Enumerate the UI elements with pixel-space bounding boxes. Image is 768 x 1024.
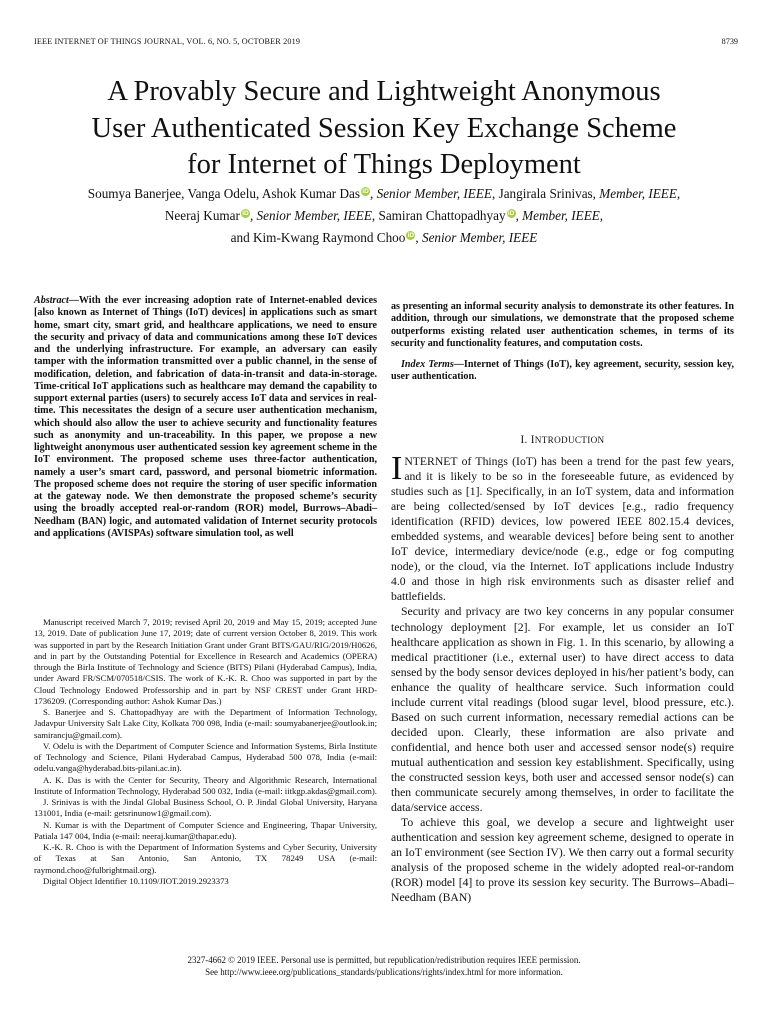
- footnote-affiliation: K.-K. R. Choo is with the Department of Information Systems and Cyber Security, University of Texas at San Antonio, San Antonio, TX 78249 USA (e-mail: raymond.choo@fulbrightmail.org).: [34, 842, 377, 875]
- footnote-affiliation: S. Banerjee and S. Chattopadhyay are with the Department of Information Technology, Jadavpur University Salt Lake City, Kolkata 700 098, India (e-mail: soumyabanerjee@outlook.in; samirancju@gmail.com).: [34, 707, 377, 740]
- abstract-text: —With the ever increasing adoption rate of Internet-enabled devices [also known as Internet of Things (IoT) devices] in applications such as smart home, smart city, smart grid, and healthcare applications, we need to ensure the security and privacy of data and communications among these IoT devices and the underlying infrastructure. For example, an adversary can easily tamper with the information transmitted over a public channel, in the sense of modification, deletion, and fabrication of data-in-transit and data-in-storage. Time-critical IoT applications such as healthcare may demand the capability to support external parties (users) to securely access IoT data and services in real-time. This necessitates the design of a secure user authentication mechanism, which should also allow the user to achieve security and functionality features such as anonymity and un-traceability. In this paper, we propose a new lightweight anonymous user authenticated session key agreement scheme in the IoT environment. The proposed scheme uses three-factor authentication, namely a user’s smart card, password, and personal biometric information. The proposed scheme does not require the storing of user specific information at the gateway node. We then demonstrate the proposed scheme’s security using the broadly accepted real-or-random (ROR) model, Burrows–Abadi–Needham (BAN) logic, and automated validation of Internet security protocols and applications (AVISPAs) software simulation tool, as well: [34, 295, 377, 539]
- running-header-journal: IEEE INTERNET OF THINGS JOURNAL, VOL. 6, NO. 5, OCTOBER 2019: [34, 37, 301, 46]
- copyright-footer: [20, 955, 748, 978]
- body-paragraph: INTERNET of Things (IoT) has been a trend for the past few years, and it is likely to be so in the foreseeable future, as evidenced by studies such as [1]. Specifically, in an IoT system, data and information are being collected/sensed by IoT devices [e.g., radio frequency identification (RFID) devices, low powered IEEE 802.15.4 devices, embedded systems, and wearable devices] before being sent to another IoT device, intermediary device/node (e.g., edge or fog computing node), or the cloud, via the Internet. IoT applications include Industry 4.0 and those in high risk environments such as disaster relief and battlefields.: [391, 450, 734, 604]
- orcid-icon[interactable]: iD: [242, 209, 249, 217]
- footnote-doi[interactable]: Digital Object Identifier 10.1109/JIOT.2019.2923373: [43, 875, 229, 886]
- abstract: [34, 295, 377, 540]
- author-list: [20, 183, 748, 248]
- page-number: 8739: [721, 37, 738, 46]
- footnote-manuscript: Manuscript received March 7, 2019; revised April 20, 2019 and May 15, 2019; accepted June 13, 2019. Date of publication June 17, 2019; date of current version October 8, 2019. This work was supported in part by the Research Initiation Grant under Grant BITS/GAU/RIG/2019/H0626, and in part by the Outstanding Potential for Excellence in Research and Academics (OPERA) through the Birla Institute of Technology and Science (BITS) Pilani (Hyderabad Campus), India, under Award FR/SCM/070518/CSIS. The work of K.-K. R. Choo was supported in part by the Cloud Technology Endowed Professorship and in part by NSF CREST under Grant HRD-1736209. (Corresponding author: Ashok Kumar Das.): [34, 617, 377, 706]
- index-terms-text: —Internet of Things (IoT), key agreement, security, session key, user authentication.: [391, 359, 734, 383]
- footnote-affiliation: J. Srinivas is with the Jindal Global Business School, O. P. Jindal Global University, Haryana 131001, India (e-mail: getsrinunow1@gmail.com).: [34, 797, 377, 819]
- copyright-line: 2327-4662 © 2019 IEEE. Personal use is permitted, but republication/redistribution requires IEEE permission.: [187, 955, 581, 965]
- orcid-icon[interactable]: iD: [407, 231, 415, 239]
- author-line-2: Neeraj Kumar iD, Senior Member, IEEE, Samiran Chattopadhyay iD, Member, IEEE,: [164, 207, 604, 223]
- index-terms-label: Index Terms: [401, 359, 454, 370]
- footnote-affiliation: V. Odelu is with the Department of Computer Science and Information Systems, Birla Institute of Technology and Science, Pilani Hyderabad Campus, Hyderabad 500 078, India (e-mail: odelu.vanga@hyderabad.bits-pilani.ac.in).: [34, 740, 377, 774]
- section-heading-introduction: I. INTRODUCTION: [520, 434, 605, 446]
- footnote-affiliation: A. K. Das is with the Center for Security, Theory and Algorithmic Research, International Institute of Information Technology, Hyderabad 500 032, India (e-mail: iitkgp.akdas@gmail.com).: [34, 774, 377, 796]
- first-page-footnotes: [34, 617, 377, 887]
- title-line-2: User Authenticated Session Key Exchange Scheme: [91, 112, 677, 144]
- index-terms: [391, 359, 734, 384]
- title-line-3: for Internet of Things Deployment: [187, 149, 581, 180]
- drop-cap: I: [391, 450, 403, 487]
- permissions-line[interactable]: See http://www.ieee.org/publications_standards/publications/rights/index.html for more information.: [205, 966, 563, 977]
- body-paragraph: Security and privacy are two key concerns in any popular consumer technology deployment [2]. For example, let us consider an IoT healthcare application as shown in Fig. 1. In this scenario, by allowing a medical practitioner (i.e., external user) to have direct access to data sensed by the body sensor devices deployed in his/her patient’s body, can enhance the quality of healthcare service. Such information could include current vital readings (blood sugar level, blood pressure, etc.). Based on such current information, necessary remedial actions can be decided upon. Clearly, these information are also private and confidential, and hence both user and accessed sensor node(s) require mutual authentication and session key establishment. Specifically, using the constructed session keys, both user and accessed sensor node(s) can then communicate securely among themselves, in order to facilitate the data/service access.: [391, 605, 734, 815]
- orcid-icon[interactable]: iD: [362, 188, 369, 195]
- abstract-continued-text: as presenting an informal security analysis to demonstrate its other features. In addition, through our simulations, we demonstrate that the proposed scheme outperforms existing related user authentication schemes, in terms of its security and functionality features, and computation costs.: [391, 301, 734, 349]
- orcid-icon[interactable]: iD: [507, 209, 515, 217]
- abstract-label: Abstract: [34, 295, 69, 306]
- footnote-affiliation: N. Kumar is with the Department of Computer Science and Engineering, Thapar University, Patiala 147 004, India (e-mail: neeraj.kumar@thapar.edu).: [34, 819, 377, 841]
- body-paragraph: To achieve this goal, we develop a secure and lightweight user authentication and session key agreement scheme, designed to operate in an IoT environment (see Section IV). We then carry out a formal security analysis of the proposed scheme in the widely adopted real-or-random (ROR) model [4] to prove its session key security. The Burrows–Abadi–Needham (BAN): [391, 816, 734, 905]
- author-line-1: Soumya Banerjee, Vanga Odelu, Ashok Kumar Das iD, Senior Member, IEEE, Jangirala Srinivas, Member, IEEE,: [87, 186, 681, 201]
- title-line-1: A Provably Secure and Lightweight Anonymous: [107, 76, 661, 107]
- introduction-body: [391, 450, 734, 905]
- author-line-3: and Kim-Kwang Raymond Choo iD, Senior Member, IEEE: [230, 229, 538, 245]
- paper-title: [20, 74, 748, 184]
- abstract-continued: [391, 301, 734, 384]
